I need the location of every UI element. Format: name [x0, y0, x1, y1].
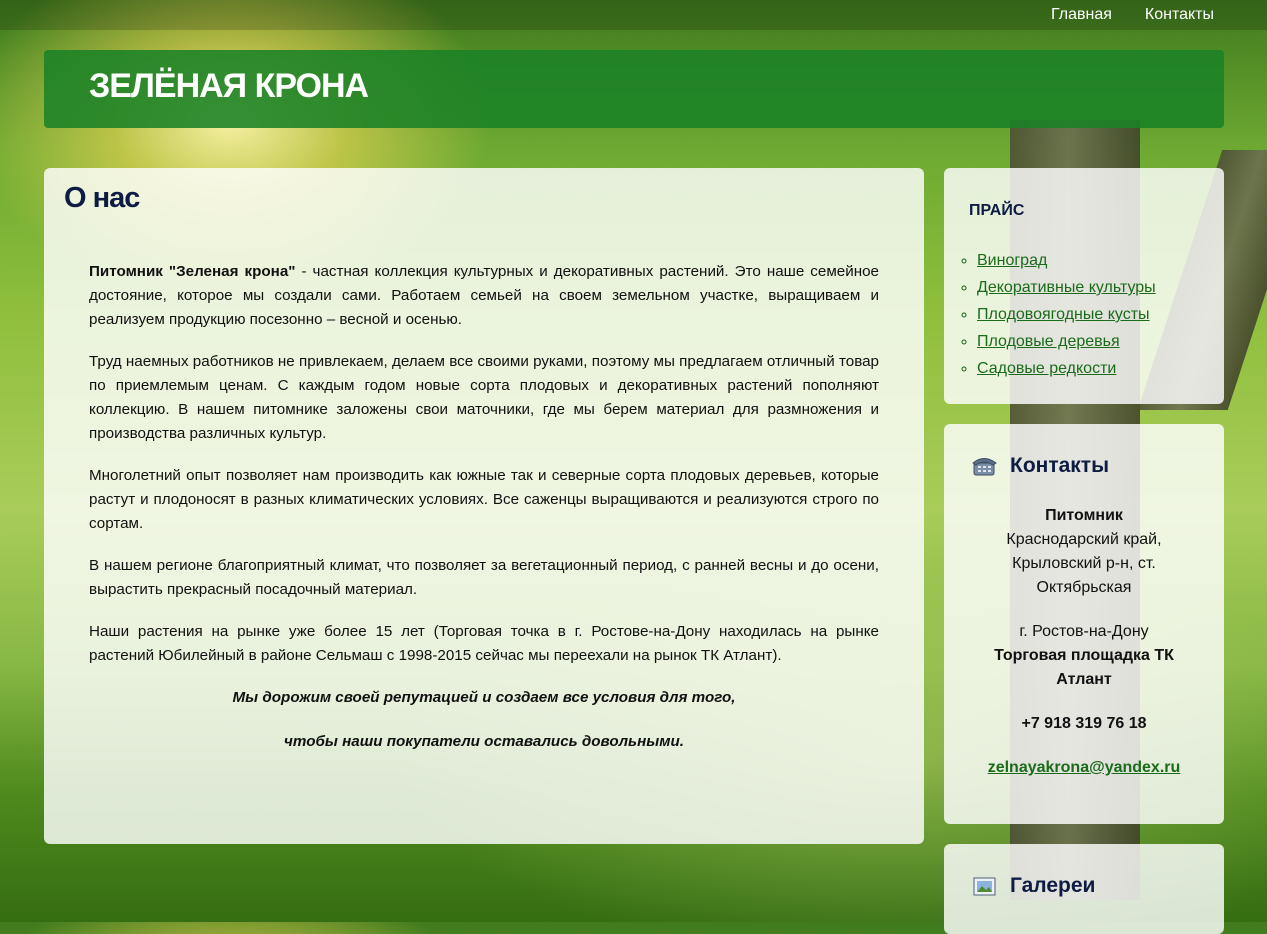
contacts-panel [944, 424, 1224, 824]
contacts-body [944, 504, 1224, 780]
about-paragraph: Наши растения на рынке уже более 15 лет (Торговая точка в г. Ростове-на-Дону находилась на рынке растений Юбилейный в районе Сельмаш с 1998-2015 сейчас мы переехали на рынок ТК Атлант). [89, 623, 879, 664]
price-list-item [977, 274, 1156, 301]
price-link-decorative[interactable]: Декоративные культуры [977, 279, 1156, 296]
price-panel [944, 168, 1224, 404]
price-list-item [977, 328, 1156, 355]
price-link-rarities[interactable]: Садовые редкости [977, 360, 1117, 377]
nav-contacts-link[interactable]: Контакты [1144, 6, 1214, 23]
gallery-panel [944, 844, 1224, 934]
top-navigation [0, 0, 1267, 30]
gallery-icon [971, 874, 998, 898]
price-list-item [977, 247, 1156, 274]
phone-icon [971, 454, 998, 478]
gallery-header [971, 874, 1095, 898]
contacts-header [971, 454, 1109, 478]
price-list-item [977, 301, 1156, 328]
about-content [89, 260, 879, 774]
price-link-berry-bushes[interactable]: Плодовоягодные кусты [977, 306, 1150, 323]
nursery-name: Питомник "Зеленая крона" [89, 263, 296, 280]
price-link-grapes[interactable]: Виноград [977, 252, 1048, 269]
price-list-item [977, 355, 1156, 382]
page-title: О нас [64, 182, 140, 214]
contacts-phone: +7 918 319 76 18 [1021, 715, 1147, 732]
about-paragraph [89, 260, 879, 332]
slogan-line: чтобы наши покупатели оставались довольными. [284, 733, 684, 750]
contacts-title: Контакты [1010, 454, 1110, 477]
contacts-address: Краснодарский край, Крыловский р-н, ст. Октябрьская [1006, 531, 1162, 596]
contacts-city: г. Ростов-на-Дону [1019, 623, 1149, 640]
site-title[interactable]: ЗЕЛЁНАЯ КРОНА [89, 67, 369, 105]
nav-home-link[interactable]: Главная [1050, 6, 1112, 23]
contacts-email-link[interactable]: zelnayakrona@yandex.ru [987, 759, 1181, 776]
site-header [44, 50, 1224, 128]
about-paragraph: Труд наемных работников не привлекаем, делаем все своими руками, поэтому мы предлагаем отличный товар по приемлемым ценам. С каждым годом новые сорта плодовых и декоративных растений пополняют коллекцию. В нашем питомнике заложены свои маточники, где мы берем материал для размножения и производства различных культур. [89, 353, 879, 442]
contacts-market: Торговая площадка ТК Атлант [994, 647, 1174, 688]
about-paragraph: Многолетний опыт позволяет нам производить как южные так и северные сорта плодовых деревьев, которые растут и плодоносят в разных климатических условиях. Все саженцы выращиваются и реализуются строго по сортам. [89, 467, 879, 532]
price-list [958, 247, 1156, 382]
about-paragraph-text: - частная коллекция культурных и декоративных растений. Это наше семейное достояние, которое мы создали сами. Работаем семьей на своем земельном участке, выращиваем и реализуем продукцию посезонно – весной и осенью. [89, 263, 879, 328]
about-paragraph: В нашем регионе благоприятный климат, что позволяет за вегетационный период, с ранней весны и до осени, вырастить прекрасный посадочный материал. [89, 557, 879, 598]
about-panel [44, 168, 924, 844]
contacts-name: Питомник [1045, 507, 1123, 524]
price-title: ПРАЙС [969, 202, 1025, 219]
price-link-fruit-trees[interactable]: Плодовые деревья [977, 333, 1120, 350]
slogan-line: Мы дорожим своей репутацией и создаем все условия для того, [232, 689, 736, 706]
gallery-title: Галереи [1010, 874, 1096, 897]
